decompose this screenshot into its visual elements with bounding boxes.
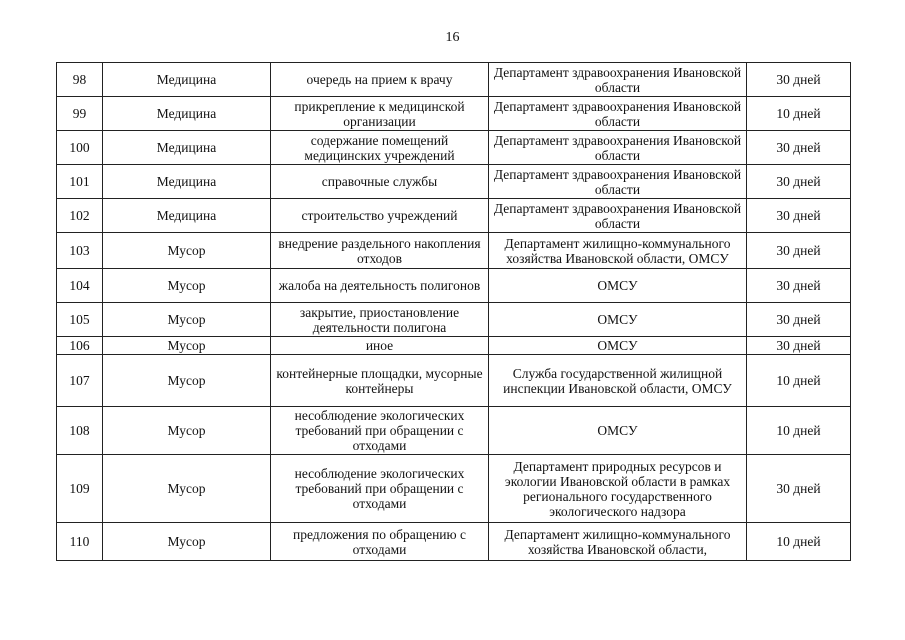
row-category: Медицина — [103, 165, 271, 199]
row-category: Медицина — [103, 131, 271, 165]
row-number: 106 — [57, 337, 103, 355]
row-number: 109 — [57, 455, 103, 523]
row-topic: несоблюдение экологических требований при обращении с отходами — [271, 455, 489, 523]
row-category: Мусор — [103, 455, 271, 523]
table-row — [57, 407, 851, 455]
table-row — [57, 233, 851, 269]
row-topic: несоблюдение экологических требований при обращении с отходами — [271, 407, 489, 455]
row-category: Мусор — [103, 523, 271, 561]
row-number: 105 — [57, 303, 103, 337]
row-topic: справочные службы — [271, 165, 489, 199]
table-row — [57, 303, 851, 337]
row-department: ОМСУ — [489, 407, 747, 455]
row-category: Мусор — [103, 233, 271, 269]
row-number: 110 — [57, 523, 103, 561]
row-department: Департамент здравоохранения Ивановской области — [489, 165, 747, 199]
table-row — [57, 63, 851, 97]
row-category: Медицина — [103, 199, 271, 233]
row-term: 30 дней — [747, 337, 851, 355]
row-category: Медицина — [103, 97, 271, 131]
row-topic: внедрение раздельного накопления отходов — [271, 233, 489, 269]
row-number: 108 — [57, 407, 103, 455]
row-department: Департамент здравоохранения Ивановской области — [489, 199, 747, 233]
row-term: 10 дней — [747, 523, 851, 561]
table-row — [57, 337, 851, 355]
page-number: 16 — [445, 30, 460, 45]
row-term: 30 дней — [747, 131, 851, 165]
row-category: Мусор — [103, 355, 271, 407]
row-topic: строительство учреждений — [271, 199, 489, 233]
table-row — [57, 455, 851, 523]
row-term: 30 дней — [747, 269, 851, 303]
row-topic: закрытие, приостановление деятельности полигона — [271, 303, 489, 337]
row-topic: контейнерные площадки, мусорные контейнеры — [271, 355, 489, 407]
row-topic: прикрепление к медицинской организации — [271, 97, 489, 131]
row-department: Департамент жилищно-коммунального хозяйства Ивановской области, — [489, 523, 747, 561]
row-category: Мусор — [103, 269, 271, 303]
row-category: Мусор — [103, 337, 271, 355]
row-term: 30 дней — [747, 63, 851, 97]
row-topic: иное — [271, 337, 489, 355]
table-row — [57, 269, 851, 303]
row-department: Департамент здравоохранения Ивановской области — [489, 97, 747, 131]
row-topic: очередь на прием к врачу — [271, 63, 489, 97]
row-term: 30 дней — [747, 165, 851, 199]
row-term: 10 дней — [747, 355, 851, 407]
row-category: Мусор — [103, 303, 271, 337]
row-department: Департамент здравоохранения Ивановской области — [489, 63, 747, 97]
row-number: 100 — [57, 131, 103, 165]
row-term: 30 дней — [747, 233, 851, 269]
row-category: Мусор — [103, 407, 271, 455]
row-category: Медицина — [103, 63, 271, 97]
row-term: 30 дней — [747, 303, 851, 337]
row-department: Департамент природных ресурсов и экологии Ивановской области в рамках регионального государственного экологического надзора — [489, 455, 747, 523]
table-row — [57, 523, 851, 561]
row-number: 103 — [57, 233, 103, 269]
row-department: ОМСУ — [489, 303, 747, 337]
row-number: 101 — [57, 165, 103, 199]
table-row — [57, 97, 851, 131]
row-term: 30 дней — [747, 199, 851, 233]
row-term: 30 дней — [747, 455, 851, 523]
row-department: Департамент жилищно-коммунального хозяйства Ивановской области, ОМСУ — [489, 233, 747, 269]
row-department: Департамент здравоохранения Ивановской области — [489, 131, 747, 165]
row-number: 107 — [57, 355, 103, 407]
row-number: 98 — [57, 63, 103, 97]
row-number: 104 — [57, 269, 103, 303]
table-row — [57, 199, 851, 233]
row-department: ОМСУ — [489, 269, 747, 303]
row-department: ОМСУ — [489, 337, 747, 355]
table-row — [57, 355, 851, 407]
registry-table — [56, 62, 851, 561]
row-topic: содержание помещений медицинских учреждений — [271, 131, 489, 165]
table-row — [57, 165, 851, 199]
row-topic: жалоба на деятельность полигонов — [271, 269, 489, 303]
row-number: 99 — [57, 97, 103, 131]
row-topic: предложения по обращению с отходами — [271, 523, 489, 561]
row-term: 10 дней — [747, 407, 851, 455]
row-number: 102 — [57, 199, 103, 233]
row-department: Служба государственной жилищной инспекции Ивановской области, ОМСУ — [489, 355, 747, 407]
row-term: 10 дней — [747, 97, 851, 131]
table-row — [57, 131, 851, 165]
